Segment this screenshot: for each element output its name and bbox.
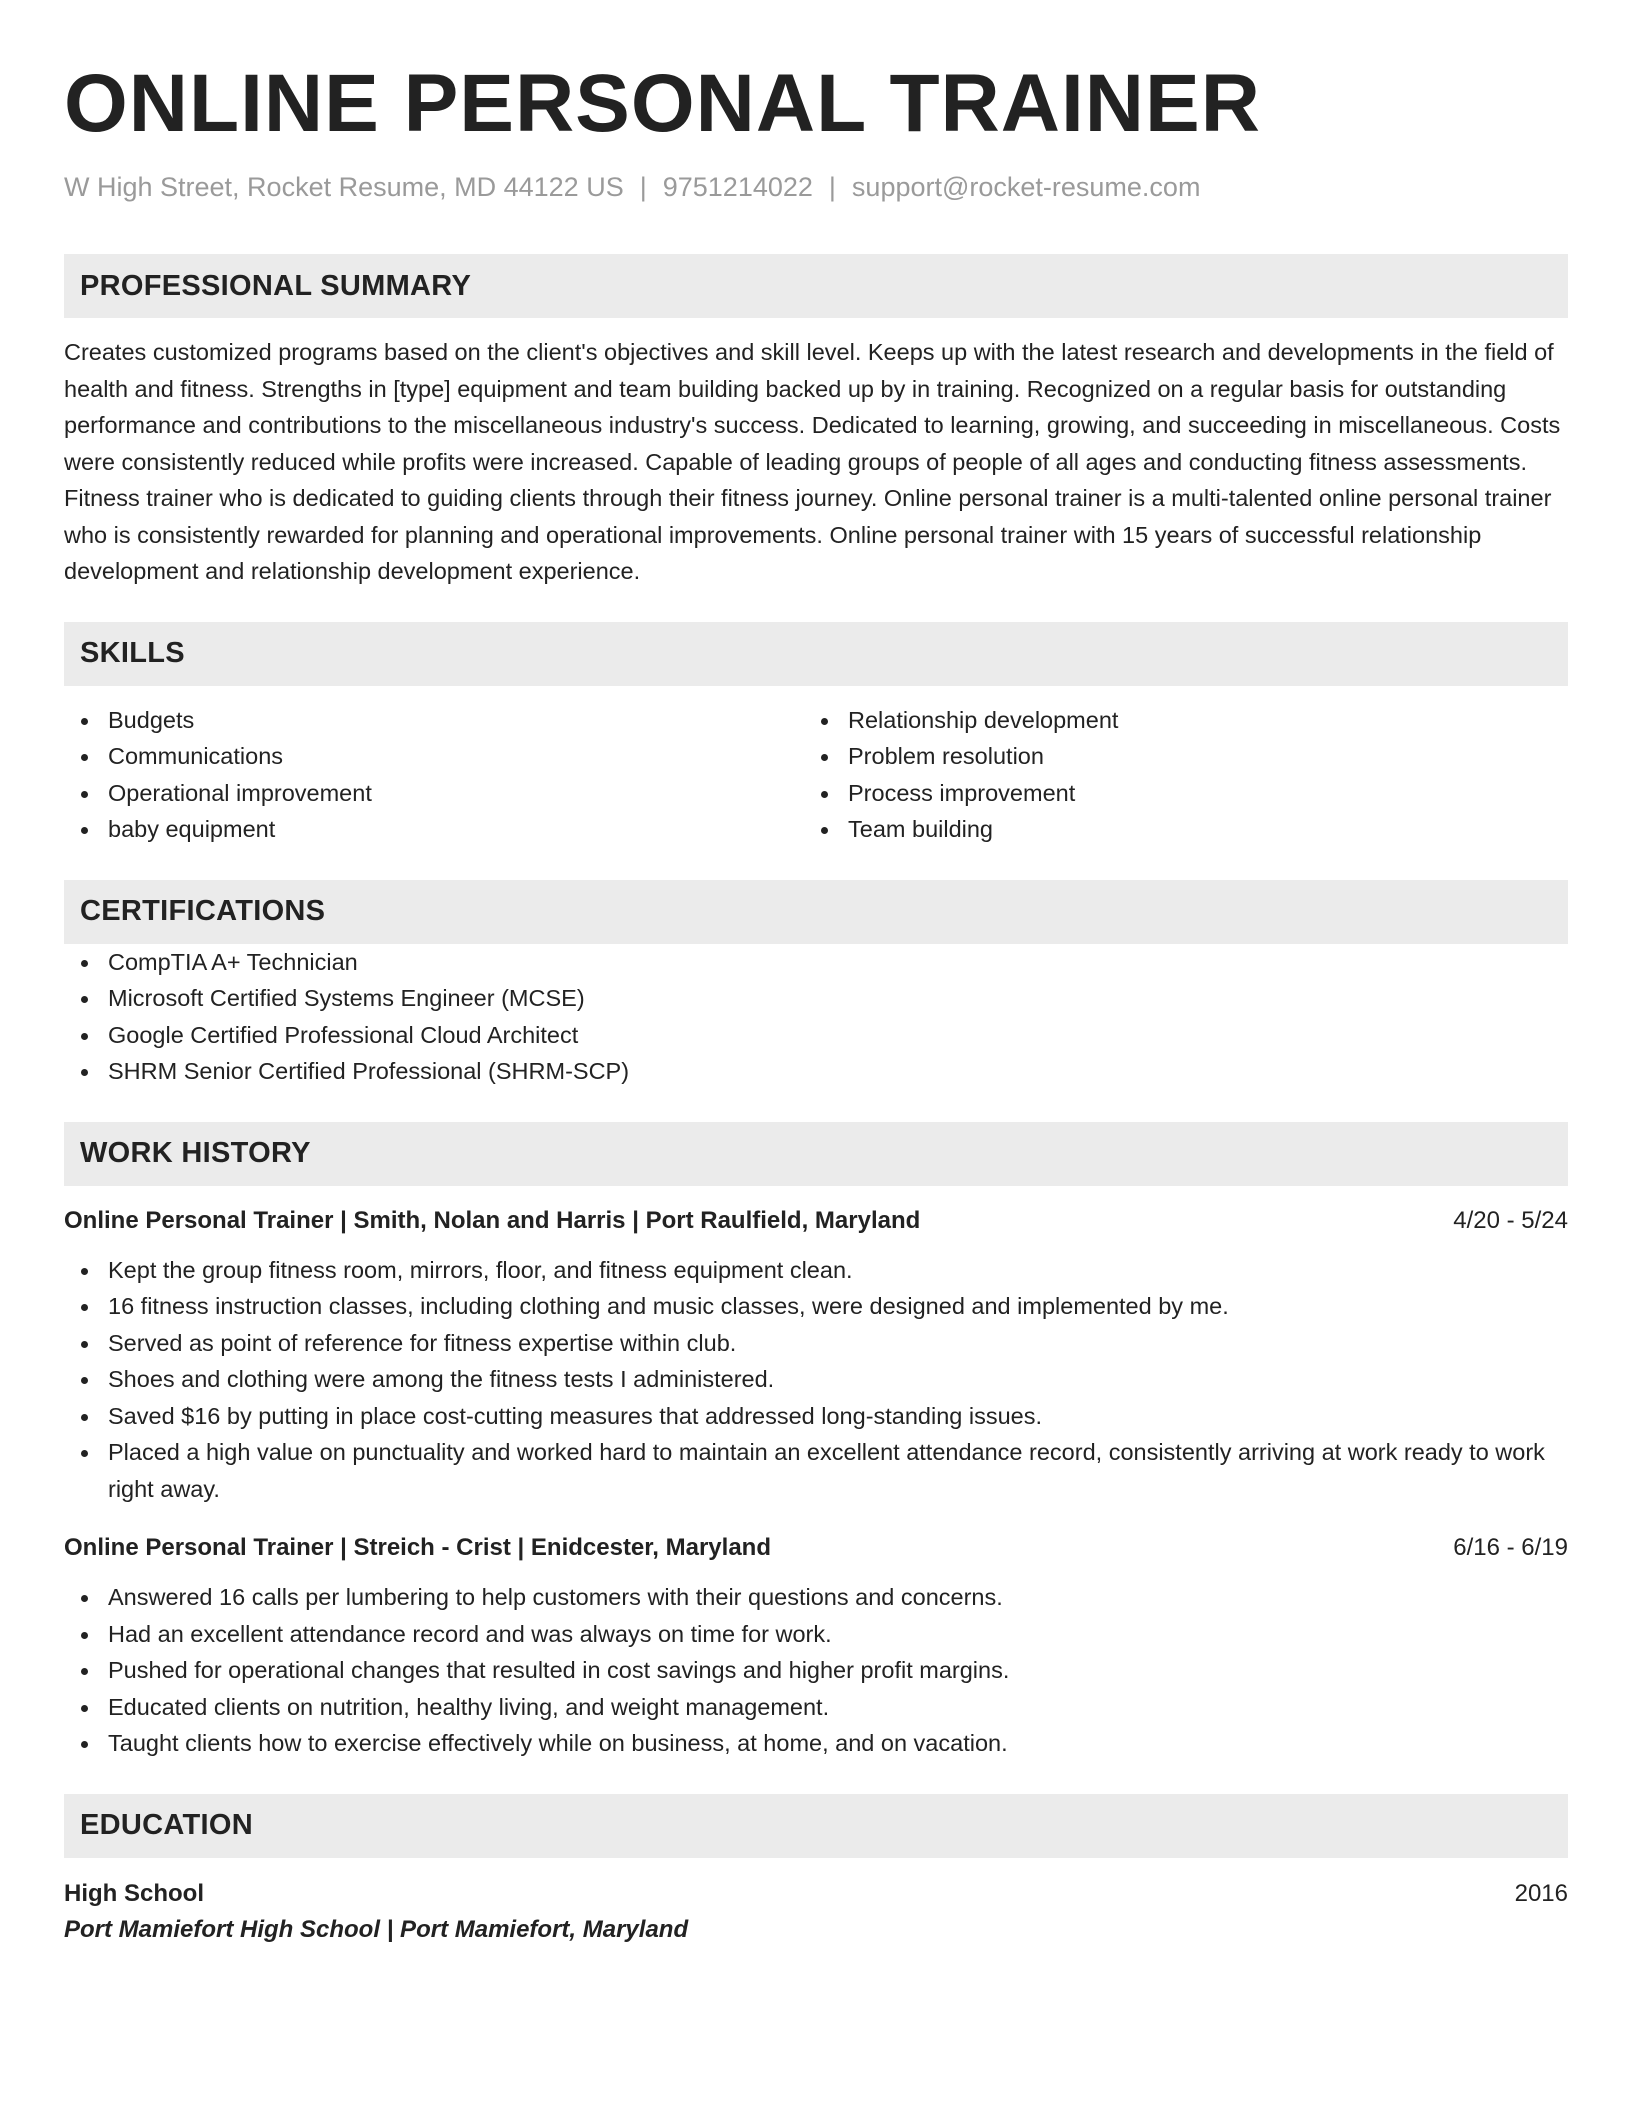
education-degree: High School xyxy=(64,1879,204,1907)
certifications-list xyxy=(64,944,1568,1090)
job-header xyxy=(64,1531,1568,1565)
contact-separator: | xyxy=(639,172,647,202)
contact-separator: | xyxy=(828,172,836,202)
job-bullet: Served as point of reference for fitness expertise within club. xyxy=(64,1325,1568,1362)
section-header-skills: SKILLS xyxy=(64,622,1568,686)
job-bullet: Educated clients on nutrition, healthy living, and weight management. xyxy=(64,1689,1568,1726)
skill-item: Budgets xyxy=(64,702,804,739)
contact-email: support@rocket-resume.com xyxy=(851,172,1201,202)
job-bullet: Answered 16 calls per lumbering to help customers with their questions and concerns. xyxy=(64,1579,1568,1616)
education-school: Port Mamiefort High School | Port Mamiefort, Maryland xyxy=(64,1915,689,1943)
job-entry xyxy=(64,1531,1568,1762)
skill-item: Operational improvement xyxy=(64,775,804,812)
contact-phone: 9751214022 xyxy=(662,172,813,202)
skill-item: Process improvement xyxy=(804,775,1544,812)
job-bullet: Saved $16 by putting in place cost-cutting measures that addressed long-standing issues. xyxy=(64,1398,1568,1435)
section-header-work-history: WORK HISTORY xyxy=(64,1122,1568,1186)
education-year: 2016 xyxy=(1514,1879,1568,1907)
skills-list xyxy=(64,702,1568,848)
job-dates: 4/20 - 5/24 xyxy=(1453,1206,1568,1234)
certification-item: Google Certified Professional Cloud Architect xyxy=(64,1017,1568,1054)
job-bullet: Shoes and clothing were among the fitness tests I administered. xyxy=(64,1361,1568,1398)
job-bullet: Had an excellent attendance record and was always on time for work. xyxy=(64,1616,1568,1653)
summary-text: Creates customized programs based on the client's objectives and skill level. Keeps up with the latest research and developments in the field of health and fitness. Strengths in [type] equipment and team building backed up by in training. Recognized on a regular basis for outstanding performance and contributions to the miscellaneous industry's success. Dedicated to learning, growing, and succeeding in miscellaneous. Costs were consistently reduced while profits were increased. Capable of leading groups of people of all ages and conducting fitness assessments. Fitness trainer who is dedicated to guiding clients through their fitness journey. Online personal trainer is a multi-talented online personal trainer who is consistently rewarded for planning and operational improvements. Online personal trainer with 15 years of successful relationship development and relationship development experience. xyxy=(64,339,1561,584)
skill-item: baby equipment xyxy=(64,811,804,848)
job-header xyxy=(64,1204,1568,1238)
education-entry xyxy=(64,1876,1568,1948)
job-bullets xyxy=(64,1579,1568,1762)
section-header-certifications: CERTIFICATIONS xyxy=(64,880,1568,944)
certification-item: CompTIA A+ Technician xyxy=(64,944,1568,981)
job-bullets xyxy=(64,1252,1568,1508)
contact-line xyxy=(64,170,1568,204)
job-bullet: Taught clients how to exercise effectively while on business, at home, and on vacation. xyxy=(64,1725,1568,1762)
section-header-summary: PROFESSIONAL SUMMARY xyxy=(64,254,1568,318)
job-bullet: Kept the group fitness room, mirrors, floor, and fitness equipment clean. xyxy=(64,1252,1568,1289)
job-entry xyxy=(64,1204,1568,1508)
resume-name: ONLINE PERSONAL TRAINER xyxy=(64,58,1261,149)
skill-item: Communications xyxy=(64,738,804,775)
job-title: Online Personal Trainer | Streich - Crist | Enidcester, Maryland xyxy=(64,1534,771,1561)
skill-item: Relationship development xyxy=(804,702,1544,739)
skills-column-left xyxy=(64,702,804,848)
skill-item: Problem resolution xyxy=(804,738,1544,775)
section-header-education: EDUCATION xyxy=(64,1794,1568,1858)
contact-address: W High Street, Rocket Resume, MD 44122 US xyxy=(64,172,624,202)
job-dates: 6/16 - 6/19 xyxy=(1453,1534,1568,1561)
skills-column-right xyxy=(804,702,1544,848)
certification-item: SHRM Senior Certified Professional (SHRM-SCP) xyxy=(64,1053,1568,1090)
education-header xyxy=(64,1876,1568,1912)
job-bullet: Placed a high value on punctuality and worked hard to maintain an excellent attendance record, consistently arriving at work ready to work right away. xyxy=(64,1434,1568,1507)
certification-item: Microsoft Certified Systems Engineer (MCSE) xyxy=(64,980,1568,1017)
job-bullet: 16 fitness instruction classes, including clothing and music classes, were designed and implemented by me. xyxy=(64,1288,1568,1325)
job-bullet: Pushed for operational changes that resulted in cost savings and higher profit margins. xyxy=(64,1652,1568,1689)
job-title: Online Personal Trainer | Smith, Nolan and Harris | Port Raulfield, Maryland xyxy=(64,1206,921,1234)
skill-item: Team building xyxy=(804,811,1544,848)
